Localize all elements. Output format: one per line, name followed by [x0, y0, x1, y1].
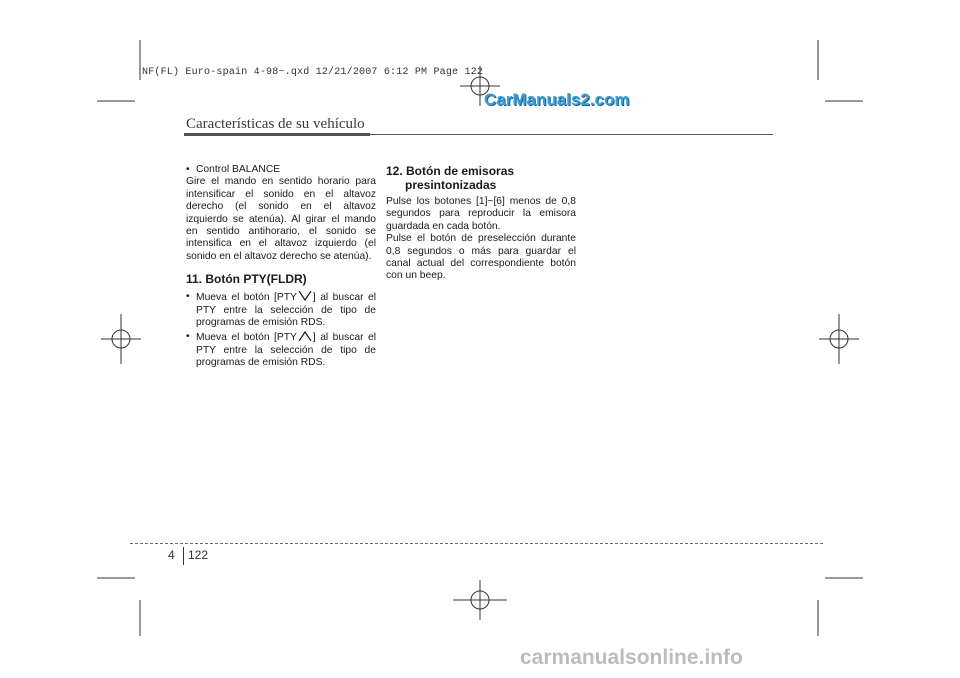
- watermark-logo[interactable]: CarManuals2.com: [484, 90, 630, 109]
- registration-target-left: [101, 314, 141, 364]
- preset-heading: 12. Botón de emisoras presintonizadas: [386, 164, 515, 192]
- registration-target-bottom: [453, 580, 507, 620]
- footer-rule: [130, 543, 823, 544]
- balance-label: • Control BALANCE: [186, 164, 376, 176]
- page-number-separator: [183, 547, 184, 565]
- print-header: NF(FL) Euro-spain 4-98~.qxd 12/21/2007 6:12 PM Page 122: [142, 67, 484, 78]
- registration-target-right: [819, 314, 859, 364]
- pty-bullet-down: • Mueva el botón [PTY ] al buscar el PTY entre la selección de tipo de programas de emisión RDS.: [186, 291, 376, 329]
- pty-bullet-up: • Mueva el botón [PTY ] al buscar el PTY entre la selección de tipo de programas de emisión RDS.: [186, 331, 376, 369]
- preset-text-2: Pulse el botón de preselección durante 0,8 segundos o más para guardar el canal actual del correspondiente botón con un beep.: [386, 233, 576, 282]
- site-watermark-footer[interactable]: carmanualsonline.info: [520, 646, 743, 669]
- title-rule-thin: [370, 134, 773, 135]
- preset-text-1: Pulse los botones [1]~[6] menos de 0,8 segundos para reproducir la emisora guardada en cada botón.: [386, 196, 576, 232]
- chevron-down-icon: [298, 291, 312, 301]
- chevron-up-icon: [298, 331, 312, 341]
- page-number: 122: [188, 548, 209, 562]
- left-column: [186, 164, 376, 370]
- right-column: [386, 164, 576, 283]
- section-title: Características de su vehículo: [186, 116, 365, 132]
- chapter-number: 4: [168, 548, 175, 562]
- balance-text: Gire el mando en sentido horario para intensificar el sonido en el altavoz derecho (el sonido en el altavoz izquierdo se atenúa). Al girar el mando en sentido antihorario, el sonido se intensifica en el altavoz izquierdo (el sonido en el altavoz derecho se atenúa).: [186, 176, 376, 262]
- title-rule-thick: [184, 133, 370, 136]
- pty-heading: 11. Botón PTY(FLDR): [186, 272, 307, 287]
